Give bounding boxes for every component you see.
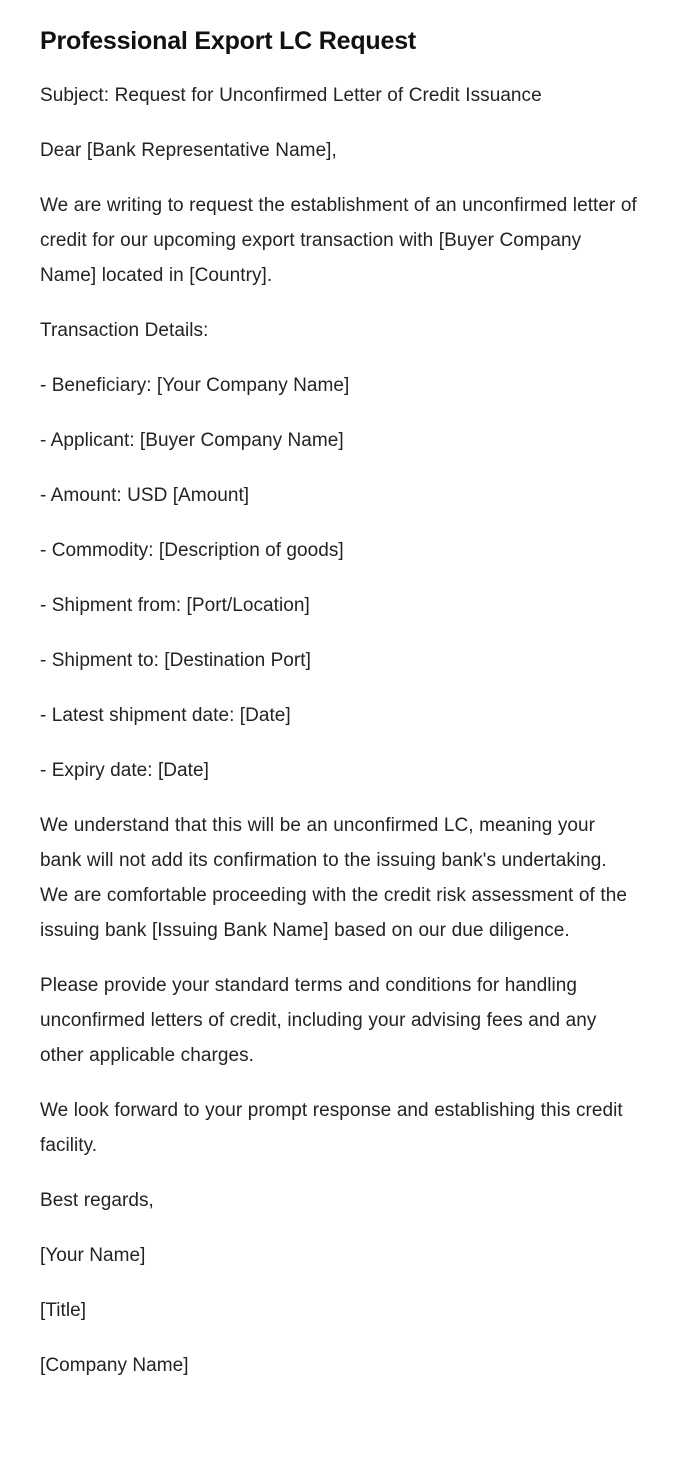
transaction-details-heading: Transaction Details: (40, 320, 209, 341)
unconfirmed-lc-paragraph: We understand that this will be an unconfirmed LC, meaning your bank will not add its confirmation to the issuing bank's undertaking. We are comfortable proceeding with the credit risk assessment of the issuing bank [Issuing Bank Name] based on our due diligence. (40, 815, 627, 941)
signature-title: [Title] (40, 1300, 87, 1321)
closing-salutation: Best regards, (40, 1190, 154, 1211)
closing-request-paragraph: We look forward to your prompt response and establishing this credit facility. (40, 1100, 623, 1156)
list-item: - Shipment to: [Destination Port] (40, 650, 311, 671)
list-item: - Beneficiary: [Your Company Name] (40, 375, 350, 396)
subject-line: Subject: Request for Unconfirmed Letter of Credit Issuance (40, 85, 542, 106)
signature-company: [Company Name] (40, 1355, 189, 1376)
opening-paragraph: We are writing to request the establishment of an unconfirmed letter of credit for our upcoming export transaction with [Buyer Company Name] located in [Country]. (40, 195, 637, 286)
terms-request-paragraph: Please provide your standard terms and conditions for handling unconfirmed letters of credit, including your advising fees and any other applicable charges. (40, 975, 597, 1066)
salutation: Dear [Bank Representative Name], (40, 140, 337, 161)
transaction-details-list (40, 348, 640, 788)
list-item: - Commodity: [Description of goods] (40, 540, 344, 561)
signature-name: [Your Name] (40, 1245, 146, 1266)
list-item: - Expiry date: [Date] (40, 760, 209, 781)
list-item: - Amount: USD [Amount] (40, 485, 250, 506)
signature-block (40, 1218, 640, 1383)
list-item: - Latest shipment date: [Date] (40, 705, 291, 726)
page-title: Professional Export LC Request (40, 27, 417, 55)
list-item: - Applicant: [Buyer Company Name] (40, 430, 344, 451)
list-item: - Shipment from: [Port/Location] (40, 595, 310, 616)
